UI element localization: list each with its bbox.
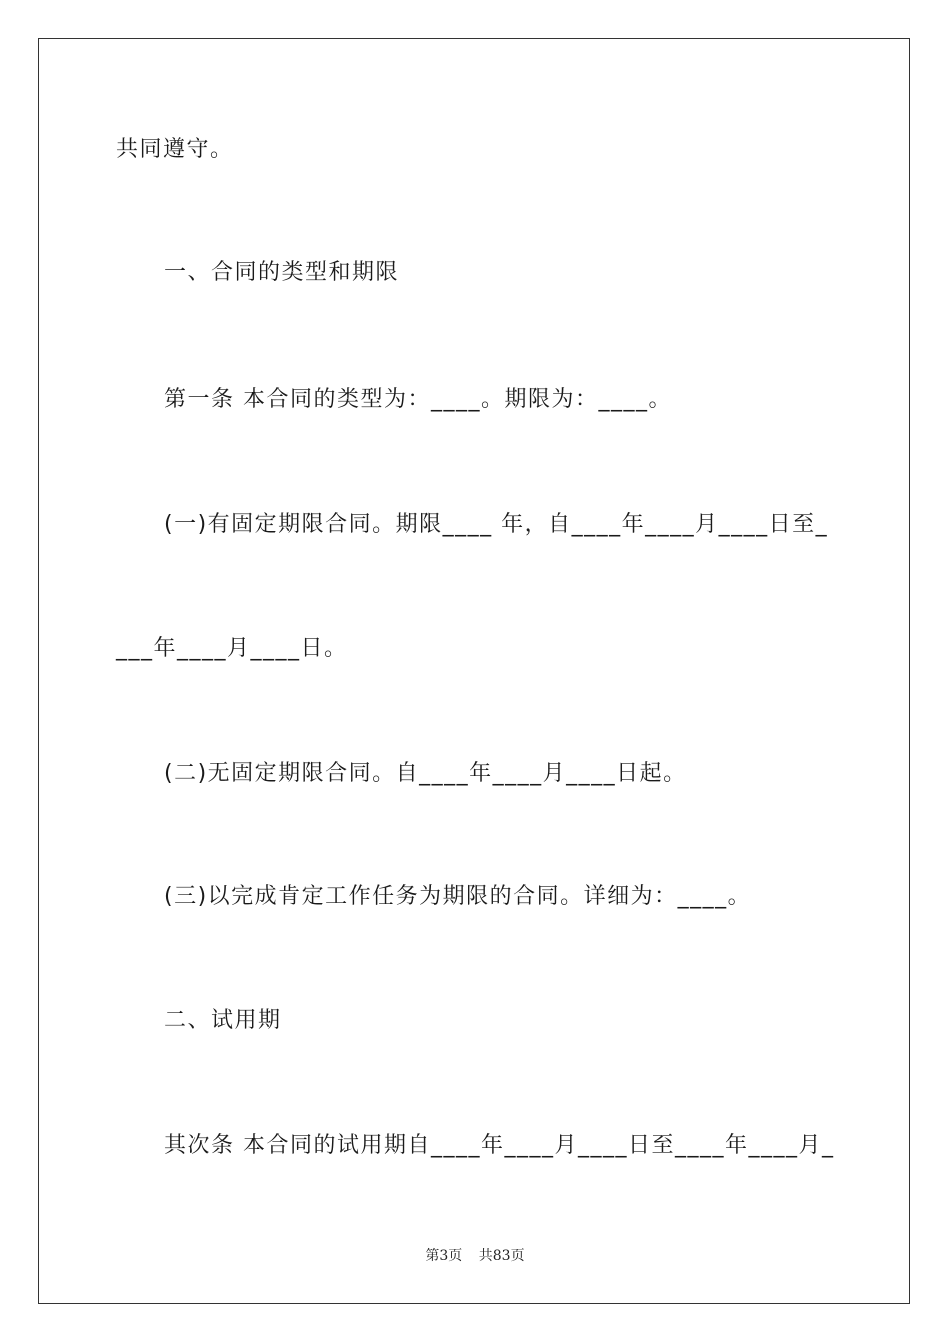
section-heading-probation: 二、试用期 bbox=[164, 1008, 282, 1033]
clause-open-term: (二)无固定期限合同。自____年____月____日起。 bbox=[164, 761, 687, 786]
page-number: 第3页 bbox=[425, 1248, 463, 1264]
clause-fixed-term-continued: ___年____月____日。 bbox=[116, 636, 348, 661]
page-frame bbox=[38, 38, 910, 1304]
text-line-continuation: 共同遵守。 bbox=[116, 137, 234, 162]
section-heading-contract-type: 一、合同的类型和期限 bbox=[164, 260, 400, 285]
clause-task-based: (三)以完成肯定工作任务为期限的合同。详细为：____。 bbox=[164, 884, 752, 909]
page-footer bbox=[0, 1247, 950, 1265]
article-one: 第一条 本合同的类型为：____。期限为：____。 bbox=[164, 387, 672, 412]
clause-fixed-term: (一)有固定期限合同。期限____ 年，自____年____月____日至_ bbox=[164, 512, 829, 537]
total-pages: 共83页 bbox=[478, 1248, 525, 1264]
article-two: 其次条 本合同的试用期自____年____月____日至____年____月_ bbox=[164, 1133, 835, 1158]
